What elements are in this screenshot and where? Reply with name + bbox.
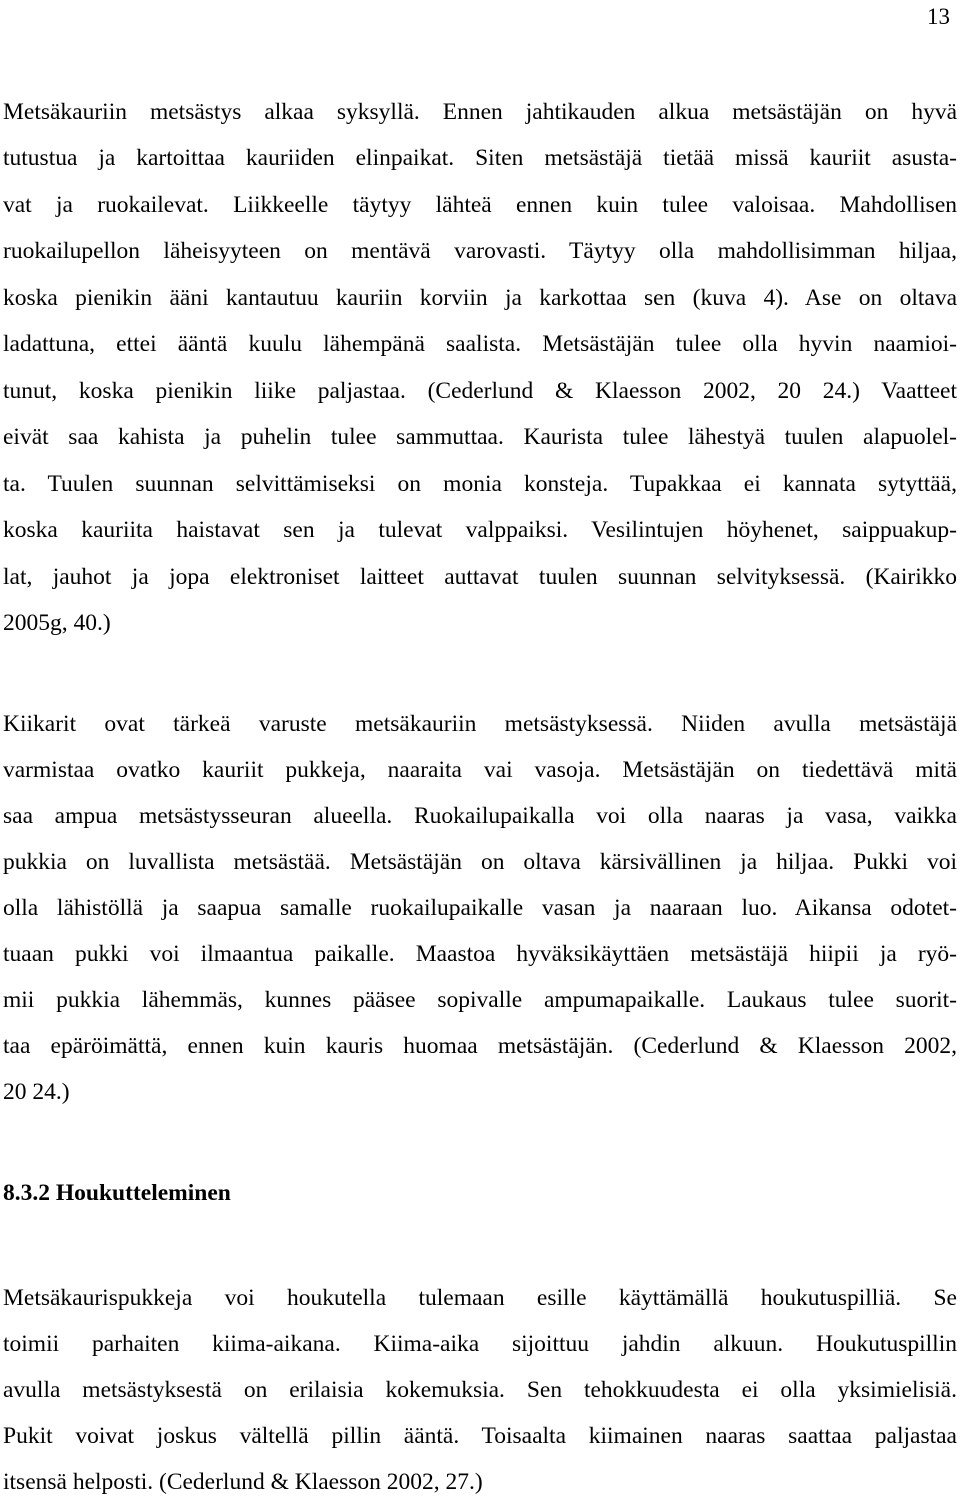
paragraph-line: 20 24.) — [3, 1079, 70, 1105]
paragraph-line: koska pienikin ääni kantautuu kauriin korviin ja karkottaa sen (kuva 4). Ase on oltava — [3, 285, 957, 311]
paragraph-line: ladattuna, ettei ääntä kuulu lähempänä saalista. Metsästäjän tulee olla hyvin naamioi- — [3, 331, 957, 357]
paragraph-line: tutustua ja kartoittaa kauriiden elinpaikat. Siten metsästäjä tietää missä kauriit asusta- — [3, 145, 957, 171]
paragraph-line: 2005g, 40.) — [3, 610, 111, 636]
paragraph-line: olla lähistöllä ja saapua samalle ruokailupaikalle vasan ja naaraan luo. Aikansa odotet- — [3, 895, 957, 921]
paragraph-line: toimii parhaiten kiima-aikana. Kiima-aika sijoittuu jahdin alkuun. Houkutuspillin — [3, 1331, 957, 1357]
paragraph-line: lat, jauhot ja jopa elektroniset laitteet auttavat tuulen suunnan selvityksessä. (Kairikko — [3, 564, 957, 590]
paragraph-line: koska kauriita haistavat sen ja tulevat valppaiksi. Vesilintujen höyhenet, saippuakup- — [3, 517, 957, 543]
section-heading: 8.3.2 Houkutteleminen — [3, 1180, 231, 1206]
paragraph-line: ta. Tuulen suunnan selvittämiseksi on monia konsteja. Tupakkaa ei kannata sytyttää, — [3, 471, 957, 497]
paragraph-line: pukkia on luvallista metsästää. Metsästäjän on oltava kärsivällinen ja hiljaa. Pukki voi — [3, 849, 957, 875]
page-number: 13 — [927, 4, 950, 29]
paragraph-line: eivät saa kahista ja puhelin tulee sammuttaa. Kaurista tulee lähestyä tuulen alapuolel- — [3, 424, 957, 450]
paragraph-line: Metsäkauriin metsästys alkaa syksyllä. Ennen jahtikauden alkua metsästäjän on hyvä — [3, 99, 957, 125]
paragraph-line: saa ampua metsästysseuran alueella. Ruokailupaikalla voi olla naaras ja vasa, vaikka — [3, 803, 957, 829]
paragraph-line: avulla metsästyksestä on erilaisia kokemuksia. Sen tehokkuudesta ei olla yksimielisiä. — [3, 1377, 957, 1403]
paragraph-line: ruokailupellon läheisyyteen on mentävä varovasti. Täytyy olla mahdollisimman hiljaa, — [3, 238, 957, 264]
paragraph-line: taa epäröimättä, ennen kuin kauris huomaa metsästäjän. (Cederlund & Klaesson 2002, — [3, 1033, 957, 1059]
paragraph-line: tunut, koska pienikin liike paljastaa. (Cederlund & Klaesson 2002, 20 24.) Vaatteet — [3, 378, 957, 404]
paragraph-line: itsensä helposti. (Cederlund & Klaesson 2002, 27.) — [3, 1469, 483, 1495]
paragraph-line: mii pukkia lähemmäs, kunnes pääsee sopivalle ampumapaikalle. Laukaus tulee suorit- — [3, 987, 957, 1013]
paragraph-line: vat ja ruokailevat. Liikkeelle täytyy lähteä ennen kuin tulee valoisaa. Mahdollisen — [3, 192, 957, 218]
paragraph-line: tuaan pukki voi ilmaantua paikalle. Maastoa hyväksikäyttäen metsästäjä hiipii ja ryö- — [3, 941, 957, 967]
paragraph-line: varmistaa ovatko kauriit pukkeja, naaraita vai vasoja. Metsästäjän on tiedettävä mitä — [3, 757, 957, 783]
paragraph-line: Metsäkaurispukkeja voi houkutella tulemaan esille käyttämällä houkutuspilliä. Se — [3, 1285, 957, 1311]
paragraph-line: Kiikarit ovat tärkeä varuste metsäkauriin metsästyksessä. Niiden avulla metsästäjä — [3, 711, 957, 737]
paragraph-line: Pukit voivat joskus vältellä pillin ääntä. Toisaalta kiimainen naaras saattaa paljastaa — [3, 1423, 957, 1449]
